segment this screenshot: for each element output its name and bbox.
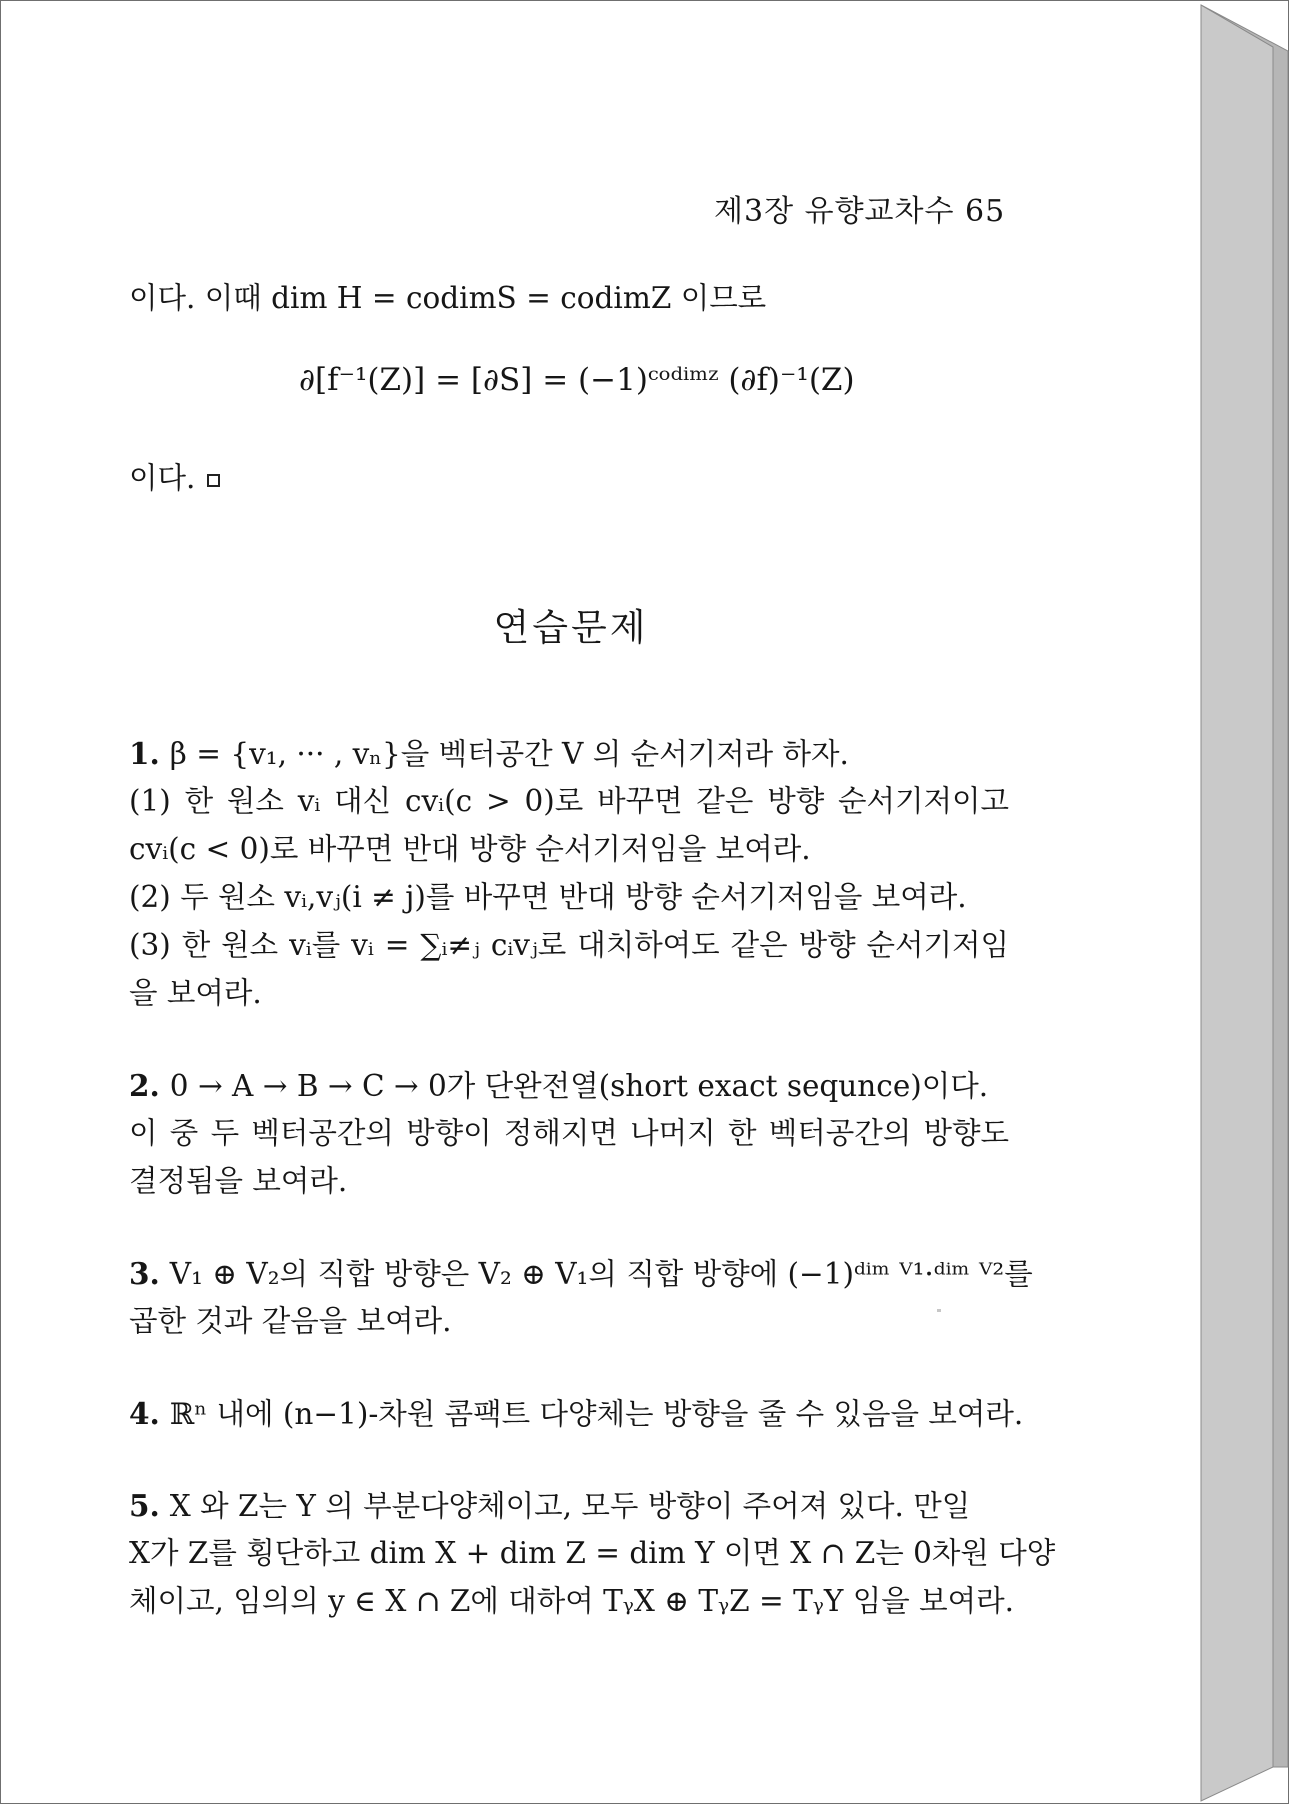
problem-3	[129, 1256, 1033, 1291]
problem-line-text: (3) 한 원소 vᵢ를 vᵢ = ∑ᵢ≠ⱼ cᵢvⱼ로 대치하여도 같은 방향 순서기저임	[129, 928, 1009, 962]
problem-line: ℝⁿ 내에 (n−1)-차원 콤팩트 다양체는 방향을 줄 수 있음을 보여라.	[169, 1397, 1024, 1431]
problem-number: 5.	[129, 1488, 160, 1523]
problem-line	[129, 1116, 1009, 1150]
problem-1	[129, 736, 849, 771]
problem-line: cvᵢ(c < 0)로 바꾸면 반대 방향 순서기저임을 보여라.	[129, 832, 811, 866]
problem-5	[129, 1488, 971, 1523]
problem-line: β = {v₁, ··· , vₙ}을 벡터공간 V 의 순서기저라 하자.	[169, 737, 849, 771]
problem-line: 을 보여라.	[129, 976, 262, 1010]
problem-number: 3.	[129, 1256, 160, 1291]
problem-number: 1.	[129, 736, 160, 771]
problem-line	[129, 784, 1009, 818]
problem-line: 체이고, 임의의 y ∈ X ∩ Z에 대하여 TᵧX ⊕ TᵧZ = TᵧY 임을 보여라.	[129, 1584, 1014, 1618]
problem-line: V₁ ⊕ V₂의 직합 방향은 V₂ ⊕ V₁의 직합 방향에 (−1)ᵈⁱᵐ ⱽ¹·ᵈⁱᵐ ⱽ²를	[169, 1257, 1033, 1291]
problem-line-text: (1) 한 원소 vᵢ 대신 cvᵢ(c > 0)로 바꾸면 같은 방향 순서기저이고	[129, 784, 1009, 818]
problem-line: 0 → A → B → C → 0가 단완전열(short exact sequnce)이다.	[169, 1069, 989, 1103]
problem-line	[129, 928, 1009, 962]
qed-square-icon	[207, 474, 220, 487]
intro-line-2	[129, 461, 220, 495]
section-title: 연습문제	[493, 606, 649, 649]
problem-line: (2) 두 원소 vᵢ,vⱼ(i ≠ j)를 바꾸면 반대 방향 순서기저임을 보여라.	[129, 880, 967, 914]
problem-number: 4.	[129, 1396, 160, 1431]
intro-line-1: 이다. 이때 dim H = codimS = codimZ 이므로	[129, 281, 767, 315]
intro-line-2-text: 이다.	[129, 461, 196, 495]
problem-line: 결정됨을 보여라.	[129, 1164, 348, 1198]
problem-line-text: X가 Z를 횡단하고 dim X + dim Z = dim Y 이면 X ∩ Z는 0차원 다양	[129, 1536, 1056, 1570]
scan-speck	[937, 1309, 941, 1312]
problem-4	[129, 1396, 1024, 1431]
problem-line	[129, 1536, 1056, 1570]
running-head: 제3장 유향교차수 65	[714, 194, 1006, 229]
problem-line-text: 이 중 두 벡터공간의 방향이 정해지면 나머지 한 벡터공간의 방향도	[129, 1116, 1009, 1150]
problem-number: 2.	[129, 1068, 160, 1103]
problem-line: X 와 Z는 Y 의 부분다양체이고, 모두 방향이 주어져 있다. 만일	[169, 1489, 971, 1523]
problem-line: 곱한 것과 같음을 보여라.	[129, 1304, 452, 1338]
problem-2	[129, 1068, 989, 1103]
display-equation: ∂[f⁻¹(Z)] = [∂S] = (−1)ᶜᵒᵈⁱᵐᶻ (∂f)⁻¹(Z)	[299, 362, 855, 398]
